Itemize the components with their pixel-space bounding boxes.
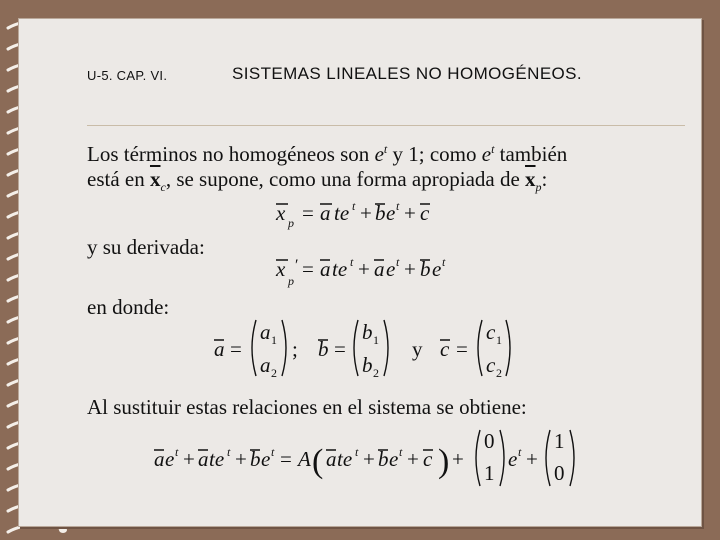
- svg-text:t: t: [518, 445, 522, 459]
- svg-text:t: t: [399, 445, 403, 459]
- svg-text:1: 1: [373, 333, 379, 347]
- svg-text:e: e: [261, 447, 271, 471]
- course-label: U-5. CAP. VI.: [87, 68, 168, 83]
- svg-text:b: b: [362, 320, 373, 344]
- svg-text:t: t: [355, 445, 359, 459]
- svg-text:t: t: [227, 445, 231, 459]
- svg-text:e: e: [508, 447, 518, 471]
- svg-text:x: x: [276, 257, 286, 281]
- svg-text:=: =: [302, 201, 314, 225]
- svg-text:t: t: [442, 255, 446, 269]
- svg-text:b: b: [250, 447, 261, 471]
- svg-text:t: t: [350, 255, 354, 269]
- intro-line-2: está en $\overline{x}_c$, se supone, como una forma apropiada de $\overline{x}_p$:: [87, 167, 548, 195]
- svg-text:a: a: [374, 257, 385, 281]
- svg-text:x: x: [276, 201, 286, 225]
- derivative-label: y su derivada:: [87, 235, 205, 259]
- svg-text:a: a: [320, 257, 331, 281]
- svg-text:=: =: [280, 447, 292, 471]
- svg-text:a: a: [320, 201, 331, 225]
- equation-substituted-system: [150, 426, 590, 492]
- svg-text:te: te: [337, 447, 353, 471]
- svg-text:+: +: [452, 447, 464, 471]
- svg-text:t: t: [271, 445, 275, 459]
- svg-text:+: +: [407, 447, 419, 471]
- svg-text:c: c: [486, 320, 496, 344]
- svg-text:e: e: [386, 201, 396, 225]
- svg-text:a: a: [260, 320, 271, 344]
- svg-text:a: a: [214, 337, 225, 361]
- where-label: en donde:: [87, 295, 170, 319]
- svg-text:=: =: [230, 337, 242, 361]
- svg-text:e: e: [389, 447, 399, 471]
- substitution-text: Al sustituir estas relaciones en el sistema se obtiene:: [87, 395, 527, 419]
- svg-text:+: +: [404, 201, 416, 225]
- equation-vector-definitions: [208, 312, 518, 382]
- svg-text:b: b: [362, 353, 373, 377]
- svg-text:b: b: [318, 337, 329, 361]
- intro-line-1: Los términos no homogéneos son $e^t$ y 1; como $e^t$ también: [87, 142, 568, 166]
- svg-text:a: a: [154, 447, 165, 471]
- svg-text:c: c: [420, 201, 430, 225]
- svg-text:=: =: [334, 337, 346, 361]
- svg-text:a: a: [260, 353, 271, 377]
- svg-text:t: t: [396, 255, 400, 269]
- svg-text:2: 2: [271, 366, 277, 380]
- svg-text:e: e: [432, 257, 442, 281]
- svg-text:+: +: [358, 257, 370, 281]
- svg-text:b: b: [375, 201, 386, 225]
- svg-text:(: (: [312, 443, 324, 480]
- svg-text:e: e: [165, 447, 175, 471]
- title-divider: [87, 125, 685, 126]
- svg-text:c: c: [486, 353, 496, 377]
- svg-text:+: +: [235, 447, 247, 471]
- svg-text:1: 1: [496, 333, 502, 347]
- svg-text:t: t: [396, 199, 400, 213]
- svg-text:c: c: [440, 337, 450, 361]
- svg-text:a: a: [198, 447, 209, 471]
- svg-text:c: c: [423, 447, 433, 471]
- svg-text:+: +: [360, 201, 372, 225]
- svg-text:0: 0: [554, 461, 565, 485]
- svg-text:2: 2: [496, 366, 502, 380]
- svg-text:0: 0: [484, 429, 495, 453]
- svg-text:t: t: [352, 199, 356, 213]
- svg-text:A: A: [298, 447, 311, 471]
- svg-text:te: te: [334, 201, 350, 225]
- svg-text:te: te: [209, 447, 225, 471]
- svg-text:a: a: [326, 447, 337, 471]
- svg-text:;: ;: [292, 337, 298, 361]
- svg-text:1: 1: [271, 333, 277, 347]
- equation-xp-form: [270, 196, 460, 234]
- svg-text:1: 1: [554, 429, 565, 453]
- svg-text:′: ′: [294, 257, 298, 274]
- svg-text:): ): [438, 443, 450, 480]
- svg-text:p: p: [288, 216, 294, 230]
- slide-title: SISTEMAS LINEALES NO HOMOGÉNEOS.: [232, 64, 583, 83]
- svg-text:+: +: [183, 447, 195, 471]
- svg-text:te: te: [332, 257, 348, 281]
- svg-text:2: 2: [373, 366, 379, 380]
- equation-xp-derivative: [270, 252, 470, 290]
- svg-text:1: 1: [484, 461, 495, 485]
- conjunction-y: y: [412, 337, 423, 361]
- svg-text:=: =: [302, 257, 314, 281]
- svg-text:+: +: [404, 257, 416, 281]
- svg-text:e: e: [386, 257, 396, 281]
- svg-text:t: t: [175, 445, 179, 459]
- svg-text:b: b: [378, 447, 389, 471]
- svg-text:+: +: [526, 447, 538, 471]
- svg-text:b: b: [420, 257, 431, 281]
- svg-text:=: =: [456, 337, 468, 361]
- svg-text:+: +: [363, 447, 375, 471]
- binding-hole: [59, 527, 67, 533]
- svg-text:p: p: [288, 274, 294, 288]
